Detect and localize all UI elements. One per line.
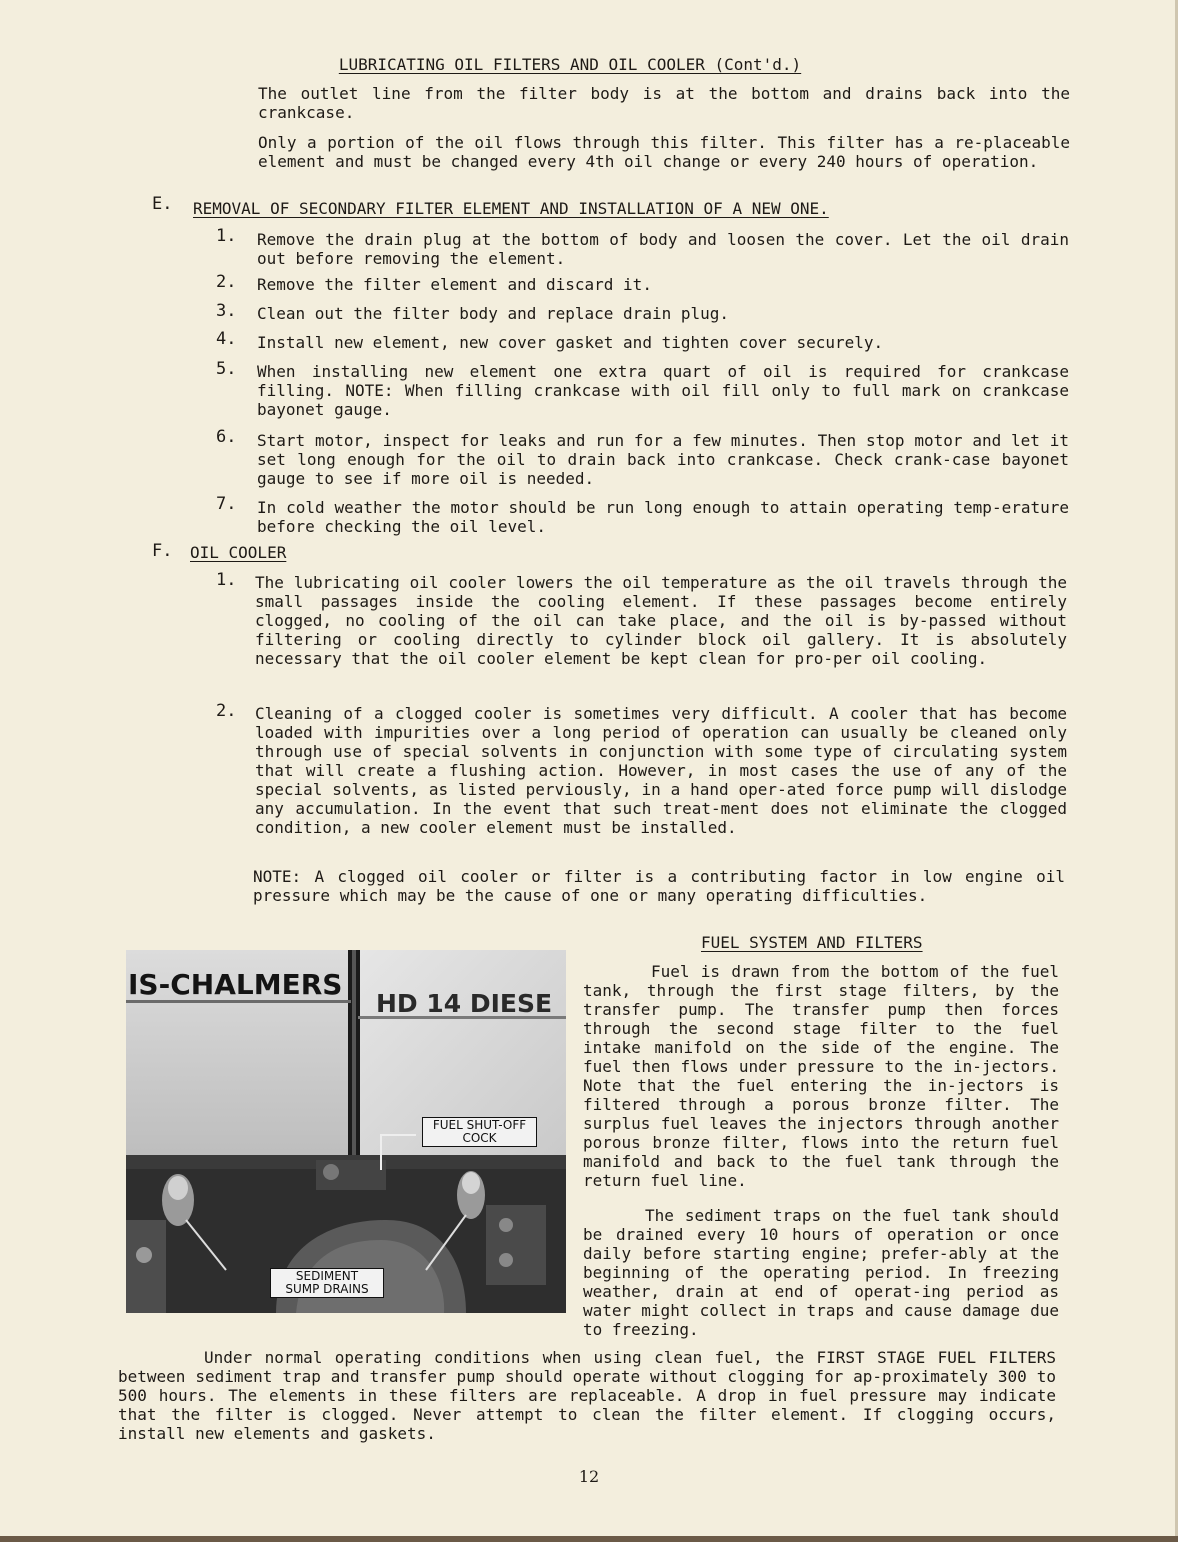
section-f-heading: OIL COOLER [190,543,287,562]
step-f1-text: The lubricating oil cooler lowers the oil temperature as the oil travels through the small passages inside the cooling element. If these passages become entirely clogged, no cooling of the oil can take place, and the oil is by-passed without filtering or cooling directly to cylinder block oil gallery. It is absolutely necessary that the oil cooler element be kept clean for pro-per oil cooling. [255,573,1067,668]
step-f2-text: Cleaning of a clogged cooler is sometimes very difficult. A cooler that has become loaded with impurities over a long period of operation can usually be cleaned only through use of special solvents in conjunction with some type of circulating system that will create a flushing action. However, in most cases the use of any of the special solvents, as listed perviously, in a hand oper-ated force pump will dislodge any accumulation. In the event that such treat-ment does not eliminate the clogged condition, a new cooler element must be installed. [255,704,1067,837]
step-e5-text: When installing new element one extra quart of oil is required for crankcase filling. NOTE: When filling crankcase with oil fill only to full mark on crankcase bayonet gauge. [257,362,1069,419]
section-e-heading: REMOVAL OF SECONDARY FILTER ELEMENT AND INSTALLATION OF A NEW ONE. [193,199,829,218]
section-e-letter: E. [152,194,173,214]
step-e6-text: Start motor, inspect for leaks and run for a few minutes. Then stop motor and let it set long enough for the oil to drain back into crankcase. Check crank-case bayonet gauge to see if more oil is needed. [257,431,1069,488]
fuel-section-heading: FUEL SYSTEM AND FILTERS [701,933,923,952]
step-e2-text: Remove the filter element and discard it. [257,275,652,294]
step-e3-text: Clean out the filter body and replace drain plug. [257,304,730,323]
step-e4-number: 4. [216,329,237,349]
step-e6-number: 6. [216,427,237,447]
photo-model-text: HD 14 DIESE [376,989,553,1018]
page-edge-bottom [0,1536,1178,1542]
step-f2-number: 2. [216,701,237,721]
intro-paragraph-2: Only a portion of the oil flows through this filter. This filter has a re-placeable element and must be changed every 4th oil change or every 240 hours of operation. [258,133,1070,171]
step-f1-number: 1. [216,570,237,590]
step-e1-number: 1. [216,226,237,246]
step-e2-number: 2. [216,272,237,292]
intro-paragraph-1: The outlet line from the filter body is at the bottom and drains back into the crankcase. [258,84,1070,122]
photo-brand-text: IS-CHALMERS [128,968,343,1001]
step-e1-text: Remove the drain plug at the bottom of body and loosen the cover. Let the oil drain out before removing the element. [257,230,1069,268]
engine-photo [126,950,566,1313]
sediment-callout-line-2: SUMP DRAINS [285,1282,369,1296]
step-e4-text: Install new element, new cover gasket and tighten cover securely. [257,333,884,352]
sediment-callout-line-1: SEDIMENT [295,1269,359,1283]
page-number: 12 [578,1467,600,1486]
step-e7-text: In cold weather the motor should be run long enough to attain operating temp-erature before checking the oil level. [257,498,1069,536]
fuel-paragraph-1: Fuel is drawn from the bottom of the fuel tank, through the first stage filters, by the transfer pump. The transfer pump then forces through the second stage filter to the fuel intake manifold on the side of the engine. The fuel then flows under pressure to the in-jectors. Note that the fuel entering the in-jectors is filtered through a porous bronze filter. The surplus fuel leaves the injectors through another porous bronze filter, flows into the return fuel manifold and back to the fuel tank through the return fuel line. [583,962,1059,1190]
page-title: LUBRICATING OIL FILTERS AND OIL COOLER (Cont'd.) [338,55,802,74]
fuel-shutoff-callout [422,1117,537,1147]
fuel-paragraph-3: Under normal operating conditions when using clean fuel, the FIRST STAGE FUEL FILTERS between sediment trap and transfer pump should operate without clogging for ap-proximately 300 to 500 hours. The elements in these filters are replaceable. A drop in fuel pressure may indicate that the filter is clogged. Never attempt to clean the filter element. If clogging occurs, install new elements and gaskets. [118,1348,1056,1443]
section-f-letter: F. [152,541,173,561]
fuel-shutoff-callout-line-2: COCK [462,1131,497,1145]
step-e3-number: 3. [216,301,237,321]
fuel-shutoff-callout-line-1: FUEL SHUT-OFF [432,1118,527,1132]
fuel-paragraph-2: The sediment traps on the fuel tank should be drained every 10 hours of operation or once daily before starting engine; prefer-ably at the beginning of the operating period. In freezing weather, drain at end of operat-ing period as water might collect in traps and cause damage due to freezing. [583,1206,1059,1339]
sediment-callout [270,1268,384,1298]
step-e5-number: 5. [216,359,237,379]
step-e7-number: 7. [216,494,237,514]
oil-cooler-note: NOTE: A clogged oil cooler or filter is a contributing factor in low engine oil pressure which may be the cause of one or many operating difficulties. [253,867,1065,905]
